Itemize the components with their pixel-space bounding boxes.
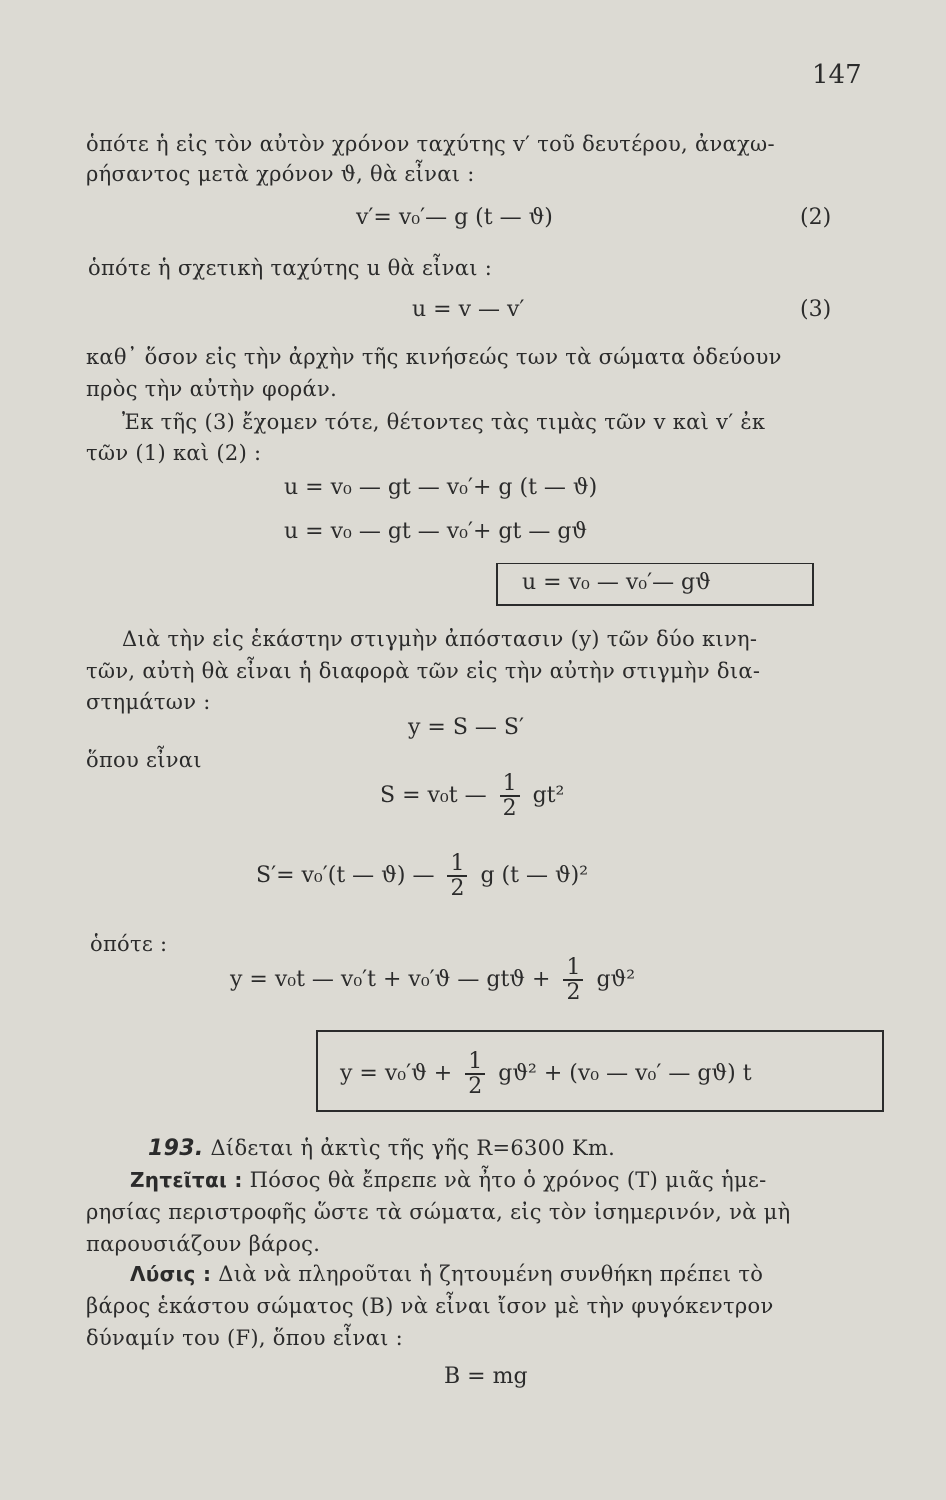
fraction xyxy=(447,852,467,900)
text-line: καθ᾽ ὅσον εἰς τὴν ἀρχὴν τῆς κινήσεώς των τὰ σώματα ὁδεύουν xyxy=(86,345,782,369)
requested-label: Ζητεῖται : xyxy=(130,1168,243,1192)
solution-label: Λύσις : xyxy=(130,1262,212,1286)
boxed-result-2 xyxy=(316,1030,884,1112)
fraction xyxy=(500,772,520,820)
fraction-denominator: 2 xyxy=(468,1074,483,1100)
text-line: πρὸς τὴν αὐτὴν φοράν. xyxy=(86,377,338,401)
fraction-numerator: 1 xyxy=(465,1050,485,1075)
text-line: δύναμίν του (F), ὅπου εἶναι : xyxy=(86,1326,403,1350)
text-line: ρησίας περιστροφῆς ὥστε τὰ σώματα, εἰς τὸν ἰσημερινόν, νὰ μὴ xyxy=(86,1200,791,1224)
equation-number: (3) xyxy=(800,297,832,322)
fraction-numerator: 1 xyxy=(447,852,467,877)
equation-part: S = v₀t — xyxy=(380,783,487,809)
fraction-numerator: 1 xyxy=(500,772,520,797)
problem-text: Δίδεται ἡ ἀκτὶς τῆς γῆς R=6300 Km. xyxy=(210,1136,616,1160)
equation-6: u = v₀ — v₀′— gϑ xyxy=(522,570,711,595)
equation-part: gϑ² + (v₀ — v₀′ — gϑ) t xyxy=(498,1061,752,1087)
text-line: ὁπότε : xyxy=(90,932,168,956)
equation-part: S′= v₀′(t — ϑ) — xyxy=(256,863,435,889)
fraction-denominator: 2 xyxy=(566,980,581,1006)
equation-part: gt² xyxy=(532,783,565,809)
equation-7: y = S — S′ xyxy=(408,715,524,740)
requested-text: Πόσος θὰ ἔπρεπε νὰ ἦτο ὁ χρόνος (T) μιᾶς ἡμε- xyxy=(249,1168,767,1192)
equation-3: u = v — v′ xyxy=(412,297,525,322)
equation-number: (2) xyxy=(800,205,832,230)
page-number: 147 xyxy=(812,60,862,90)
equation-8 xyxy=(380,772,564,820)
text-line: Ἐκ τῆς (3) ἔχομεν τότε, θέτοντες τὰς τιμὰς τῶν v καὶ v′ ἐκ xyxy=(122,410,766,434)
fraction-numerator: 1 xyxy=(563,956,583,981)
fraction-denominator: 2 xyxy=(450,876,465,902)
equation-4: u = v₀ — gt — v₀′+ g (t — ϑ) xyxy=(284,475,598,500)
solution-text: Διὰ νὰ πληροῦται ἡ ζητουμένη συνθήκη πρέπει τὸ xyxy=(218,1262,764,1286)
text-line: ὁπότε ἡ σχετικὴ ταχύτης u θὰ εἶναι : xyxy=(88,256,493,280)
equation-10 xyxy=(230,956,635,1004)
fraction xyxy=(465,1050,485,1098)
fraction xyxy=(563,956,583,1004)
text-line: Διὰ τὴν εἰς ἑκάστην στιγμὴν ἀπόστασιν (y) τῶν δύο κινη- xyxy=(122,627,758,651)
equation-11 xyxy=(340,1050,752,1098)
requested-line xyxy=(130,1168,766,1192)
problem-line xyxy=(148,1136,615,1161)
text-line: ὁπότε ἡ εἰς τὸν αὐτὸν χρόνον ταχύτης v′ τοῦ δευτέρου, ἀναχω- xyxy=(86,132,775,156)
text-line: τῶν, αὐτὴ θὰ εἶναι ἡ διαφορὰ τῶν εἰς τὴν αὐτὴν στιγμὴν δια- xyxy=(86,659,761,683)
problem-number: 193. xyxy=(148,1136,204,1161)
equation-part: g (t — ϑ)² xyxy=(480,863,589,889)
boxed-result-1 xyxy=(496,563,814,606)
equation-9 xyxy=(256,852,588,900)
text-line: στημάτων : xyxy=(86,690,211,714)
equation-part: y = v₀′ϑ + xyxy=(340,1061,453,1087)
solution-line xyxy=(130,1262,763,1286)
text-line: τῶν (1) καὶ (2) : xyxy=(86,441,262,465)
text-line: βάρος ἑκάστου σώματος (B) νὰ εἶναι ἴσον μὲ τὴν φυγόκεντρον xyxy=(86,1294,774,1318)
equation-part: gϑ² xyxy=(596,967,636,993)
text-line: ὅπου εἶναι xyxy=(86,748,202,772)
fraction-denominator: 2 xyxy=(502,796,517,822)
equation-2: v′= v₀′— g (t — ϑ) xyxy=(356,205,553,230)
text-line: ρήσαντος μετὰ χρόνον ϑ, θὰ εἶναι : xyxy=(86,162,475,186)
text-line: παρουσιάζουν βάρος. xyxy=(86,1232,321,1256)
equation-12: B = mg xyxy=(444,1364,528,1389)
equation-part: y = v₀t — v₀′t + v₀′ϑ — gtϑ + xyxy=(230,967,551,993)
equation-5: u = v₀ — gt — v₀′+ gt — gϑ xyxy=(284,519,588,544)
